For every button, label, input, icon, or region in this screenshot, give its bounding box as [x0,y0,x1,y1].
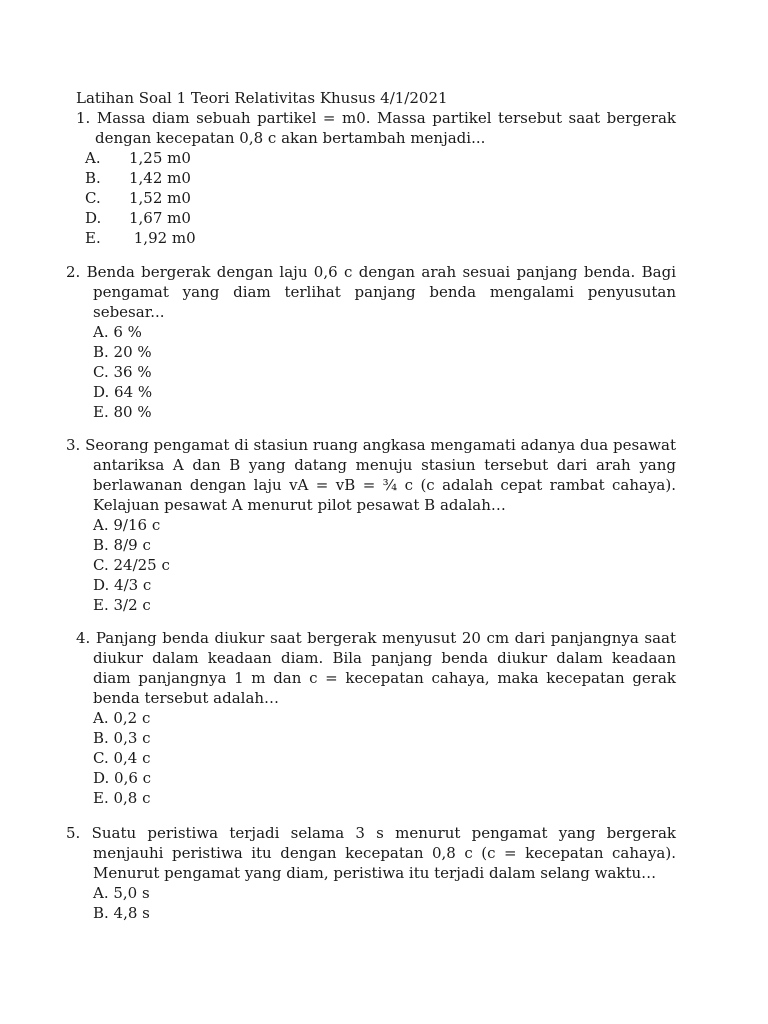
question-number: 2. [66,263,81,281]
question-number: 3. [66,436,81,454]
option-a: A. 5,0 s [93,884,150,902]
option-e: E. 3/2 c [93,596,151,614]
option-b: B. 8/9 c [93,536,151,554]
option-c: C. 0,4 c [93,749,151,767]
option-value: 1,67 m0 [129,209,191,227]
question-5 [66,823,676,923]
option-d: D. 4/3 c [93,576,152,594]
option-d: D. 64 % [93,383,153,401]
question-number: 1. [76,109,91,127]
option-letter: D. [85,209,102,227]
question-body: Suatu peristiwa terjadi selama 3 s menurut pengamat yang bergerak menjauhi peristiwa itu dengan kecepatan 0,8 c (c = kecepatan cahaya). Menurut pengamat yang diam, peristiwa itu terjadi dalam selang waktu… [91,824,676,882]
question-text [66,435,676,515]
option-value: 1,25 m0 [129,149,191,167]
question-4 [76,628,676,808]
option-b [85,168,676,188]
question-number: 5. [66,824,81,842]
option-letter: B. [85,169,101,187]
option-b: B. 0,3 c [93,729,151,747]
option-letter: E. [85,229,101,247]
question-body: Massa diam sebuah partikel = m0. Massa partikel tersebut saat bergerak dengan kecepatan 0,8 c akan bertambah menjadi... [95,109,676,147]
option-d: D. 0,6 c [93,769,152,787]
option-c: C. 36 % [93,363,152,381]
option-c [85,188,676,208]
document-title: Latihan Soal 1 Teori Relativitas Khusus 4/1/2021 [76,89,448,107]
option-letter: A. [85,149,101,167]
question-1 [76,108,676,248]
question-number: 4. [76,629,91,647]
option-value: 1,52 m0 [129,189,191,207]
option-c: C. 24/25 c [93,556,170,574]
option-a: A. 6 % [93,323,142,341]
option-value: 1,42 m0 [129,169,191,187]
option-letter: C. [85,189,101,207]
question-3 [66,435,676,615]
option-e [85,228,676,248]
question-text [66,823,676,883]
question-2 [66,262,676,422]
option-a [85,148,676,168]
question-body: Seorang pengamat di stasiun ruang angkasa mengamati adanya dua pesawat antariksa A dan B yang datang menuju stasiun tersebut dari arah yang berlawanan dengan laju vA = vB = ¾ c (c adalah cepat rambat cahaya). Kelajuan pesawat A menurut pilot pesawat B adalah… [85,436,676,514]
option-a: A. 9/16 c [93,516,161,534]
question-body: Benda bergerak dengan laju 0,6 c dengan arah sesuai panjang benda. Bagi pengamat yang diam terlihat panjang benda mengalami penyusutan sebesar... [86,263,676,321]
option-value: 1,92 m0 [129,229,196,247]
question-text [76,628,676,708]
question-text [76,108,676,148]
option-a: A. 0,2 c [93,709,151,727]
option-e: E. 0,8 c [93,789,151,807]
question-body: Panjang benda diukur saat bergerak menyusut 20 cm dari panjangnya saat diukur dalam keadaan diam. Bila panjang benda diukur dalam keadaan diam panjangnya 1 m dan c = kecepatan cahaya, maka kecepatan gerak benda tersebut adalah… [93,629,676,707]
option-e: E. 80 % [93,403,152,421]
option-b: B. 4,8 s [93,904,150,922]
question-text [66,262,676,322]
option-d [85,208,676,228]
option-b: B. 20 % [93,343,152,361]
